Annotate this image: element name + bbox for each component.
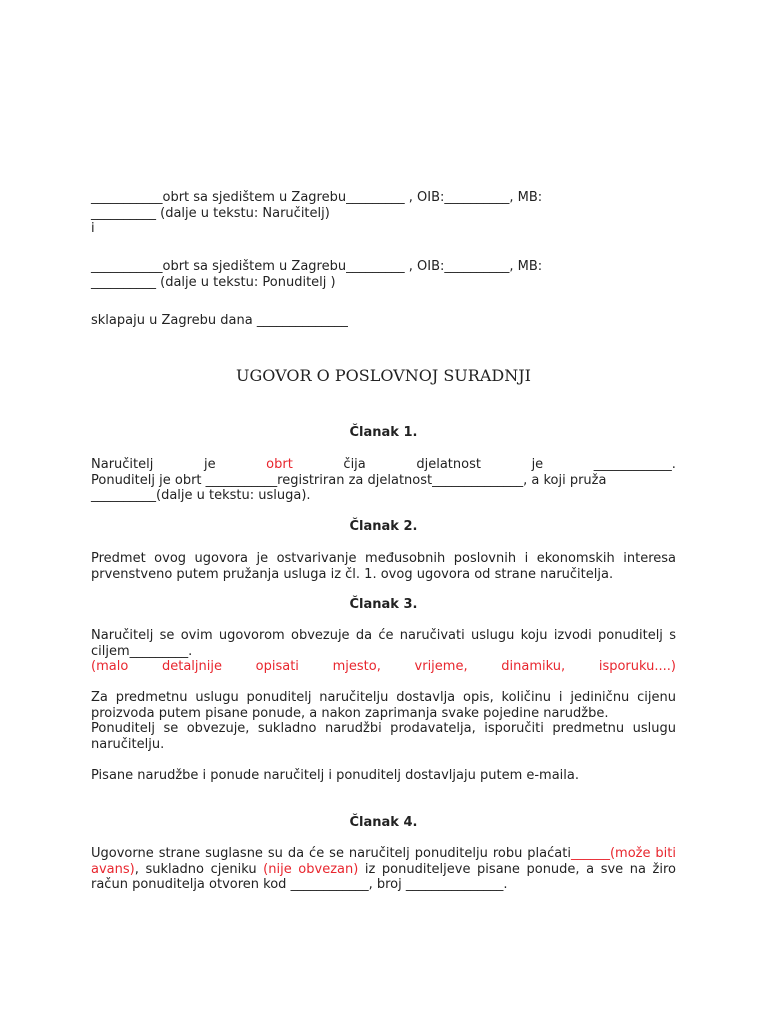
article-3-body <box>91 628 676 675</box>
note-word: dinamiku, <box>501 659 566 674</box>
note-word: mjesto, <box>332 659 381 674</box>
party-1-block <box>91 190 676 237</box>
article-3-text-2: Za predmetnu uslugu ponuditelj naručitelju dostavlja opis, količinu i jediničnu cijenu proizvoda putem pisane ponude, a nakon zaprimanja svake pojedine narudžbe. <box>91 690 676 721</box>
party-2-line-1: ___________obrt sa sjedištem u Zagrebu_________ , OIB:__________, MB: <box>91 259 543 274</box>
article-1-line-3: __________(dalje u tekstu: usluga). <box>91 488 311 503</box>
word: ____________. <box>593 457 676 472</box>
article-3-text-1: Naručitelj se ovim ugovorom obvezuje da će naručivati uslugu koju izvodi ponuditelj s ciljem_________. <box>91 628 676 659</box>
article-1-line-2: Ponuditelj je obrt ___________registriran za djelatnost______________, a koji pruža <box>91 472 607 488</box>
article-4-part-2: , sukladno cjeniku <box>134 861 264 877</box>
article-1-body <box>91 457 676 504</box>
article-4-part-3: iz ponuditeljeve pisane ponude, a sve na žiro račun ponuditelja otvoren kod ____________, broj _______________. <box>91 861 676 892</box>
note-word: isporuku....) <box>598 659 676 674</box>
article-2-text: Predmet ovog ugovora je ostvarivanje međusobnih poslovnih i ekonomskih interesa prvenstveno putem pružanja usluga iz čl. 1. ovog ugovora od strane naručitelja. <box>91 551 676 582</box>
advance-payment-note: ______(može biti avans) <box>91 846 677 877</box>
article-4-part-1: Ugovorne strane suglasne su da će se naručitelj ponuditelju robu plaćati <box>91 846 571 861</box>
word: je <box>531 457 544 472</box>
obrt-highlight: obrt <box>266 457 293 472</box>
article-3-text-4: Pisane narudžbe i ponude naručitelj i ponuditelj dostavljaju putem e-maila. <box>91 768 580 783</box>
note-word: opisati <box>255 659 299 674</box>
contract-title: UGOVOR O POSLOVNOJ SURADNJI <box>236 366 531 385</box>
article-2-heading: Članak 2. <box>349 519 418 534</box>
conjunction: i <box>91 221 95 236</box>
place-date-block <box>91 313 676 329</box>
party-2-line-2: __________ (dalje u tekstu: Ponuditelj ) <box>91 274 336 290</box>
note-word: vrijeme, <box>414 659 468 674</box>
word: djelatnost <box>416 457 481 472</box>
article-4-text <box>91 846 676 893</box>
article-3-heading: Članak 3. <box>349 597 418 612</box>
place-date-line: sklapaju u Zagrebu dana ______________ <box>91 313 348 328</box>
article-1-heading: Članak 1. <box>349 425 418 440</box>
article-2-body <box>91 551 676 582</box>
article-3-body-3 <box>91 768 676 784</box>
word: Naručitelj <box>91 457 154 472</box>
article-4-heading: Članak 4. <box>349 815 418 830</box>
note-word: detaljnije <box>161 659 222 674</box>
price-list-note: (nije obvezan) <box>263 861 359 877</box>
party-1-line-1: ___________obrt sa sjedištem u Zagrebu_________ , OIB:__________, MB: <box>91 190 543 205</box>
note-word: (malo <box>91 659 129 674</box>
article-1-line-1 <box>91 457 676 473</box>
article-3-text-3: Ponuditelj se obvezuje, sukladno narudžbi prodavatelja, isporučiti predmetnu uslugu naručitelju. <box>91 721 676 752</box>
party-1-line-2: __________ (dalje u tekstu: Naručitelj) <box>91 205 330 221</box>
article-3-note <box>91 659 676 675</box>
party-2-block <box>91 259 676 290</box>
article-4-body <box>91 846 676 893</box>
article-3-body-2 <box>91 690 676 752</box>
word: čija <box>343 457 366 472</box>
word: je <box>203 457 216 472</box>
